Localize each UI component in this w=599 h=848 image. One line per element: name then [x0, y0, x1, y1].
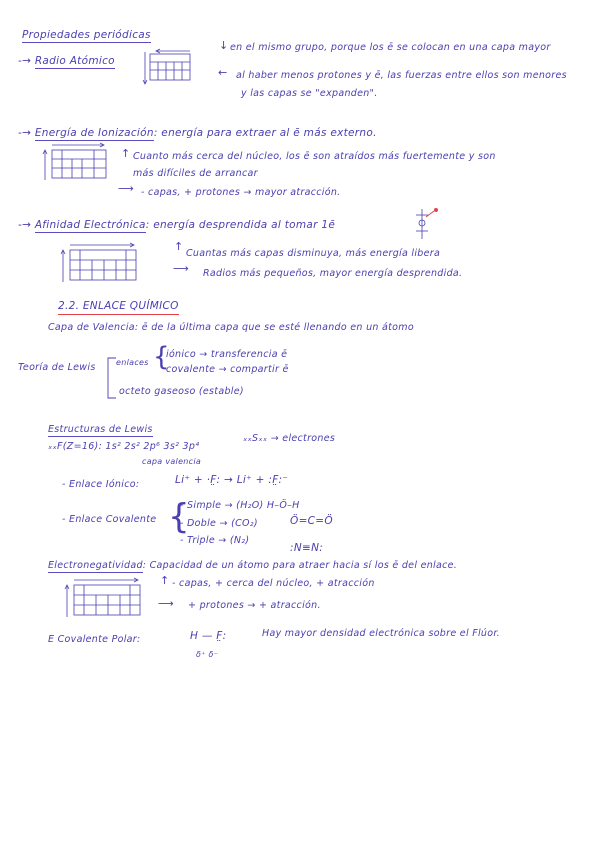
electroneg-note-2: + protones → + atracción. — [188, 600, 321, 611]
n2-structure: :N≡N: — [290, 542, 324, 554]
bullet-arrow-icon: -→ — [18, 219, 32, 231]
up-arrow-icon: ↑ — [121, 147, 131, 160]
enlace-title: 2.2. ENLACE QUÍMICO — [58, 300, 179, 315]
periodic-table-icon — [142, 48, 202, 90]
lewis-electrons: ₓₓSₓₓ → electrones — [243, 433, 336, 444]
right-arrow-icon: ⟶ — [173, 262, 189, 275]
electroneg-note-1: - capas, + cerca del núcleo, + atracción — [172, 578, 375, 589]
periodic-table-icon — [40, 140, 115, 185]
right-arrow-icon: ⟶ — [158, 597, 174, 610]
down-arrow-icon: ↓ — [219, 39, 229, 52]
polar-label: E Covalente Polar: — [48, 634, 141, 645]
radio-label: Radio Atómico — [34, 55, 115, 67]
left-arrow-icon: ← — [218, 66, 228, 79]
covalente-triple: - Triple → (N₂) — [180, 535, 250, 546]
enlaces-word: enlaces — [116, 358, 149, 367]
octeto-note: octeto gaseoso (estable) — [119, 386, 244, 397]
ionizacion-def: : energía para extraer al ē más externo. — [153, 127, 377, 139]
electroneg-label-wrap — [48, 560, 457, 571]
ionizacion-note-1: Cuanto más cerca del núcleo, los ē son atraídos más fuertemente y son — [133, 151, 496, 162]
lewis-label: Teoría de Lewis — [18, 362, 96, 373]
brace-icon: { — [168, 497, 190, 537]
co2-structure: Ö=C=Ö — [290, 515, 333, 527]
afinidad-label-wrap — [18, 219, 335, 231]
afinidad-note-2: Radios más pequeños, mayor energía desprendida. — [203, 268, 463, 279]
periodic-table-icon — [62, 575, 148, 623]
radio-note-3: y las capas se "expanden". — [241, 88, 378, 99]
ionizacion-note-2: más difíciles de arrancar — [133, 168, 258, 179]
afinidad-note-1: Cuantas más capas disminuya, más energía libera — [186, 248, 441, 259]
page-heading: Propiedades periódicas — [22, 29, 151, 41]
atom-diagram-icon — [408, 203, 448, 243]
enlace-covalente: covalente → compartir ē — [166, 364, 289, 375]
covalente-doble: - Doble → (CO₂) — [180, 518, 258, 529]
up-arrow-icon: ↑ — [174, 240, 184, 253]
capa-valencia-note: capa valencia — [142, 457, 202, 466]
ionico-label: - Enlace Iónico: — [62, 479, 140, 490]
enlace-ionico: iónico → transferencia ē — [166, 349, 288, 360]
radio-label-wrap — [18, 55, 115, 67]
afinidad-label: Afinidad Electrónica — [34, 219, 146, 231]
covalente-simple: - Simple → (H₂O) H–Ö–H — [180, 500, 300, 511]
hf-structure: H — F̤: — [190, 630, 227, 642]
periodic-table-icon — [58, 240, 144, 288]
valencia-definition: Capa de Valencia: ē de la última capa que se esté llenando en un átomo — [48, 322, 414, 333]
partial-charges: δ⁺ δ⁻ — [196, 650, 219, 659]
electroneg-label: Electronegatividad — [48, 560, 143, 571]
afinidad-def: : energía desprendida al tomar 1ē — [145, 219, 336, 231]
brace-icon: { — [153, 342, 170, 372]
bullet-arrow-icon: -→ — [18, 55, 32, 67]
radio-note-1: en el mismo grupo, porque los ē se colocan en una capa mayor — [230, 42, 551, 53]
electroneg-def: : Capacidad de un átomo para atraer hacia sí los ē del enlace. — [142, 560, 458, 571]
up-arrow-icon: ↑ — [160, 574, 170, 587]
ionizacion-label-wrap — [18, 127, 377, 139]
estructuras-title: Estructuras de Lewis — [48, 424, 153, 435]
bullet-arrow-icon: -→ — [18, 127, 32, 139]
right-arrow-icon: ⟶ — [118, 182, 134, 195]
ionizacion-label: Energía de Ionización — [34, 127, 154, 139]
config-example: ₓₓF(Z=16): 1s² 2s² 2p⁶ 3s² 3p⁴ — [48, 441, 200, 452]
radio-note-2: al haber menos protones y ē, las fuerzas entre ellos son menores — [236, 70, 567, 81]
ionico-equation: Li⁺ + ·F̤: → Li⁺ + :F̤:⁻ — [175, 474, 289, 486]
ionizacion-note-3: - capas, + protones → mayor atracción. — [141, 187, 341, 198]
polar-note: Hay mayor densidad electrónica sobre el Flúor. — [262, 628, 501, 639]
covalente-label: - Enlace Covalente — [62, 514, 157, 525]
